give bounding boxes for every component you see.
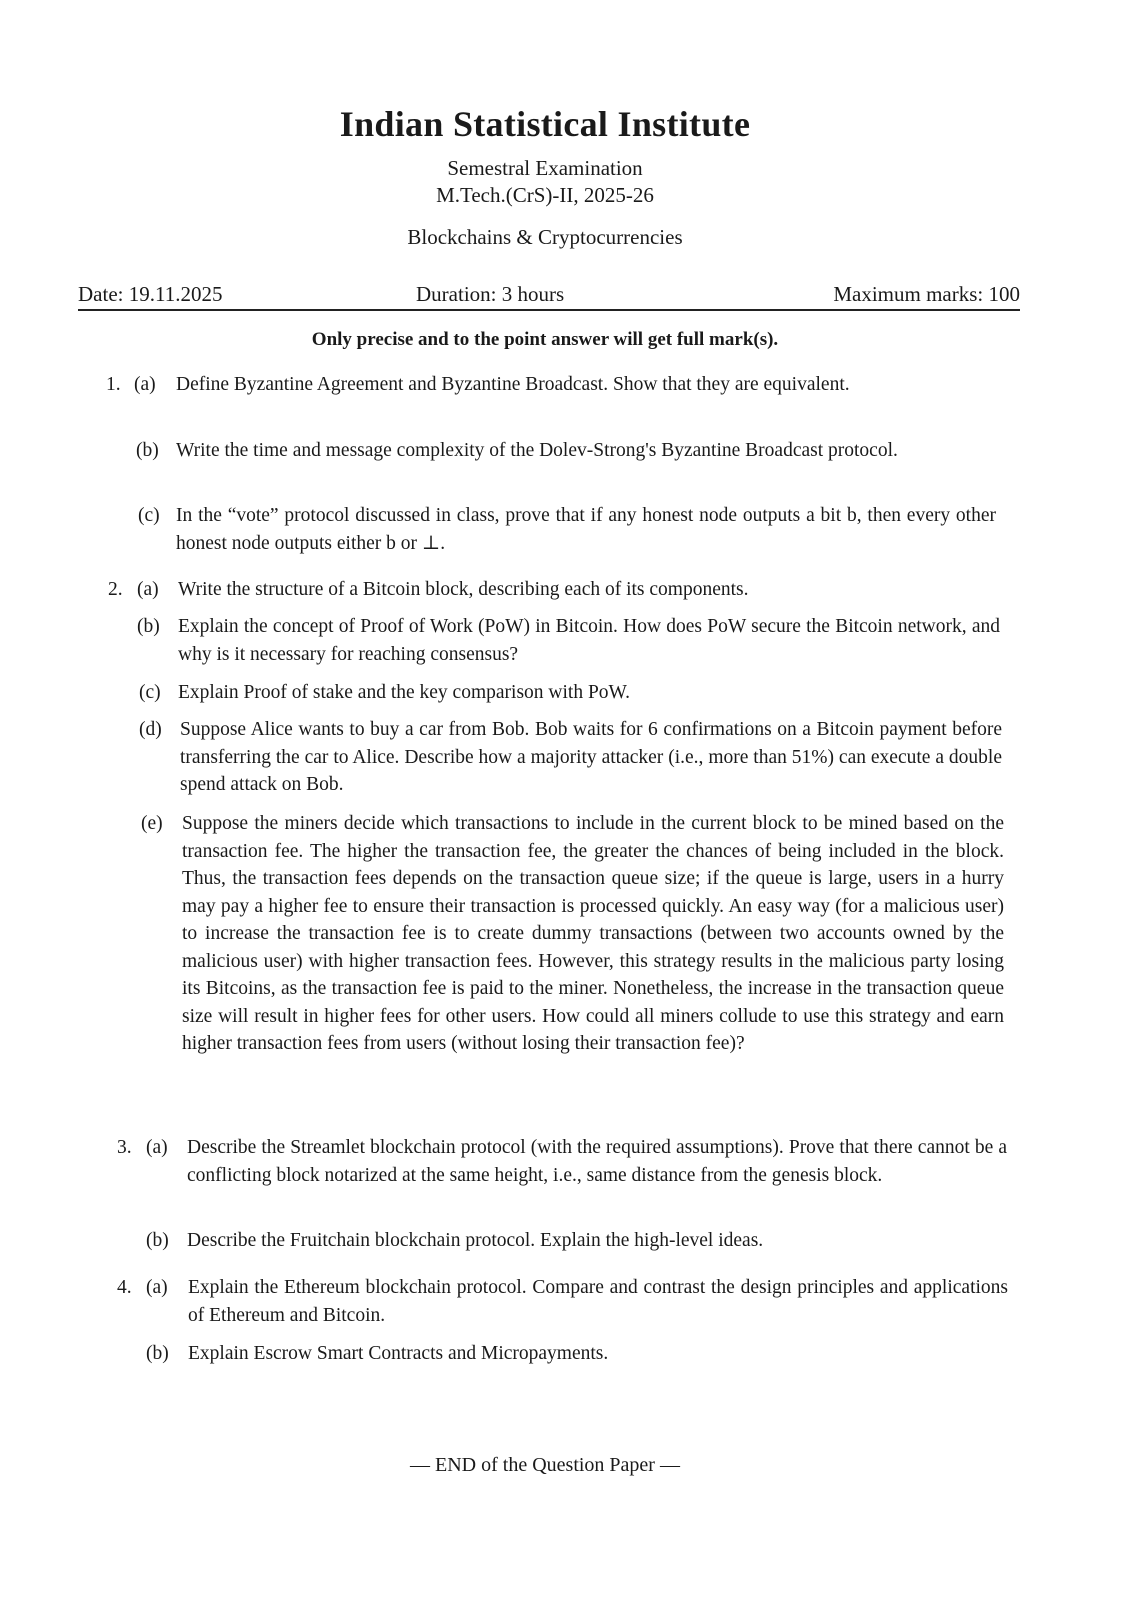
course-name: Blockchains & Cryptocurrencies <box>407 225 683 249</box>
instruction: Only precise and to the point answer will get full mark(s). <box>311 329 779 350</box>
end-of-paper: — END of the Question Paper — <box>410 1454 680 1476</box>
part-text: Describe the Streamlet blockchain protocol (with the required assumptions). Prove that there cannot be a conflicting block notarized at the same height, i.e., same distance from the genesis block. <box>187 1137 1007 1186</box>
part-label: (e) <box>141 813 163 834</box>
part-text: Explain the concept of Proof of Work (PoW) in Bitcoin. How does PoW secure the Bitcoin network, and why is it necessary for reaching consensus? <box>178 616 1000 665</box>
question-number: 2. <box>108 579 123 600</box>
part-label: (c) <box>139 682 161 703</box>
header-rule <box>78 309 1020 311</box>
part-label: (b) <box>146 1343 169 1364</box>
part-text: Write the structure of a Bitcoin block, describing each of its components. <box>178 579 749 600</box>
part-label: (b) <box>146 1230 169 1251</box>
part-label: (b) <box>137 616 160 637</box>
part-text: Write the time and message complexity of the Dolev-Strong's Byzantine Broadcast protocol. <box>176 440 898 461</box>
question-number: 3. <box>117 1137 132 1158</box>
part-label: (a) <box>146 1137 168 1158</box>
part-label: (b) <box>136 440 159 461</box>
part-text: Explain the Ethereum blockchain protocol. Compare and contrast the design principles and applications of Ethereum and Bitcoin. <box>188 1277 1008 1326</box>
part-text: In the “vote” protocol discussed in class, prove that if any honest node outputs a bit b, then every other honest node outputs either b or ⊥. <box>176 505 996 554</box>
question-number: 1. <box>106 374 121 395</box>
institute-title: Indian Statistical Institute <box>339 104 751 144</box>
question-number: 4. <box>117 1277 132 1298</box>
exam-date: Date: 19.11.2025 <box>78 282 223 306</box>
exam-duration: Duration: 3 hours <box>416 282 565 306</box>
part-text: Define Byzantine Agreement and Byzantine Broadcast. Show that they are equivalent. <box>176 374 850 395</box>
part-label: (d) <box>139 719 162 740</box>
part-text: Explain Escrow Smart Contracts and Micropayments. <box>188 1343 609 1364</box>
program-name: M.Tech.(CrS)-II, 2025-26 <box>436 183 654 207</box>
part-label: (a) <box>137 579 159 600</box>
part-text: Suppose the miners decide which transactions to include in the current block to be mined based on the transaction fee. The higher the transaction fee, the greater the chances of being included in the block. Thus, the transaction fees depends on the transaction queue size; if the queue is large, users in a hurry may pay a higher fee to ensure their transaction is processed quickly. An easy way (for a malicious user) to increase the transaction fee is to create dummy transactions (between two accounts owned by the malicious user) with higher transaction fees. However, this strategy results in the malicious party losing its Bitcoins, as the transaction fee is paid to the miner. Nonetheless, the increase in the transaction queue size will result in higher fees for other users. How could all miners collude to use this strategy and earn higher transaction fees from users (without losing their transaction fee)? <box>182 813 1004 1054</box>
part-text: Describe the Fruitchain blockchain protocol. Explain the high-level ideas. <box>187 1230 764 1251</box>
max-marks: Maximum marks: 100 <box>833 282 1020 306</box>
part-label: (a) <box>146 1277 168 1298</box>
part-text: Explain Proof of stake and the key comparison with PoW. <box>178 682 631 703</box>
part-label: (c) <box>138 505 160 526</box>
exam-name: Semestral Examination <box>447 156 643 180</box>
part-text: Suppose Alice wants to buy a car from Bob. Bob waits for 6 confirmations on a Bitcoin payment before transferring the car to Alice. Describe how a majority attacker (i.e., more than 51%) can execute a double spend attack on Bob. <box>180 719 1002 795</box>
exam-meta-row <box>78 282 1020 312</box>
part-label: (a) <box>134 374 156 395</box>
